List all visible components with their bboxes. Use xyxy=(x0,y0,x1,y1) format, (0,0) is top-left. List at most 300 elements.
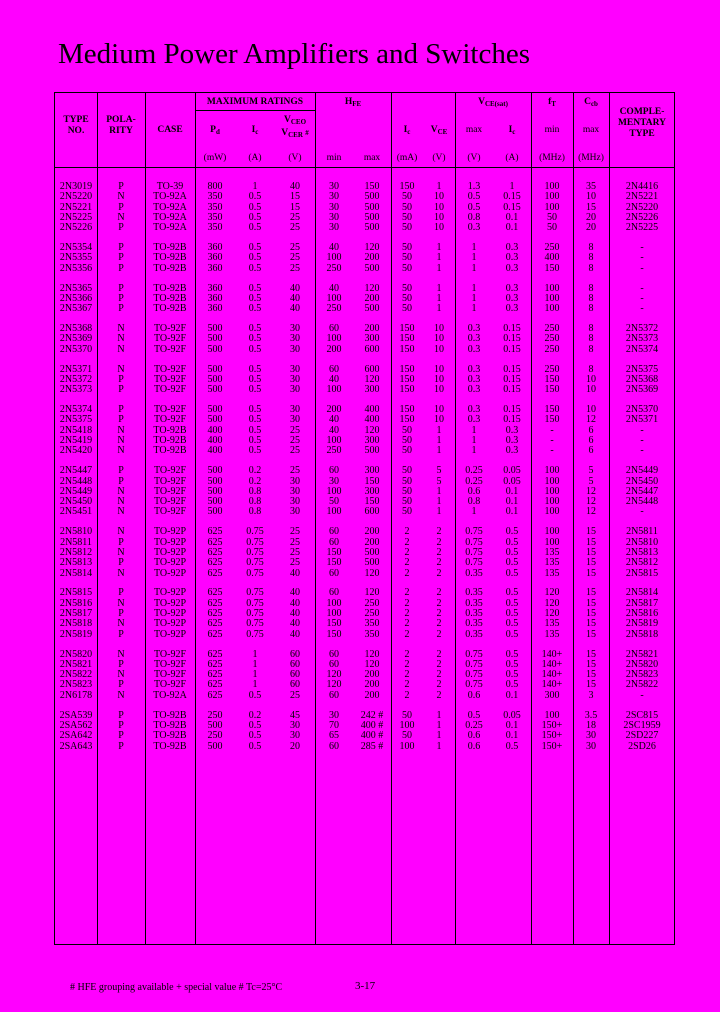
table-cell: 625 xyxy=(207,658,223,670)
table-cell: 250 xyxy=(364,597,380,609)
table-cell: 10 xyxy=(434,222,444,234)
table-cell: 35 xyxy=(586,181,596,192)
table-cell: TO-92F xyxy=(153,414,187,426)
table-cell: TO-92P xyxy=(153,536,187,548)
table-cell: 2N5367 xyxy=(59,303,93,315)
table-cell: N xyxy=(117,669,125,681)
table-cell: 0.15 xyxy=(503,333,521,345)
table-cell: 0.3 xyxy=(505,242,519,254)
table-cell: 0.3 xyxy=(505,445,519,457)
table-cell: 0.75 xyxy=(246,546,264,558)
table-cell: TO-92P xyxy=(153,618,187,630)
table-cell: P xyxy=(118,373,124,385)
header-ic: $I_c$ xyxy=(251,125,259,136)
table-cell: TO-92P xyxy=(153,567,187,579)
table-cell: N xyxy=(117,343,125,355)
table-cell: - xyxy=(640,435,644,446)
unit-ccb: (MHz) xyxy=(578,153,604,163)
table-cell: 150 xyxy=(326,628,342,640)
table-cell: 15 xyxy=(586,536,596,548)
table-cell: P xyxy=(118,252,124,264)
table-cell: 2 xyxy=(404,546,410,558)
table-cell: 50 xyxy=(402,506,412,518)
table-cell: 0.1 xyxy=(505,485,519,497)
table-cell: 2N5816 xyxy=(59,597,93,609)
unit-pd: (mW) xyxy=(203,153,227,163)
table-cell: 12 xyxy=(586,485,596,497)
table-cell: 2 xyxy=(404,648,410,660)
table-cell: N xyxy=(117,485,125,497)
table-cell: - xyxy=(550,435,554,446)
table-cell: P xyxy=(118,222,124,234)
header-pd: $P_d$ xyxy=(210,125,220,136)
table-cell: TO-92B xyxy=(153,435,187,446)
table-cell: 15 xyxy=(586,587,596,599)
table-cell: 30 xyxy=(329,211,339,223)
table-cell: P xyxy=(118,557,124,569)
table-cell: 100 xyxy=(544,181,560,192)
table-cell: 1 xyxy=(471,282,477,294)
table-cell: 2 xyxy=(436,597,442,609)
table-cell: 2 xyxy=(436,679,442,691)
table-cell: 0.75 xyxy=(246,597,264,609)
table-cell: P xyxy=(118,587,124,599)
table-cell: 50 xyxy=(402,222,412,234)
table-cell: 2SC1959 xyxy=(623,719,661,731)
table-cell: 65 xyxy=(329,730,339,742)
table-cell: TO-92A xyxy=(153,201,187,213)
table-cell: 8 xyxy=(588,343,594,355)
page-number: 3-17 xyxy=(355,980,376,992)
table-cell: 2N5225 xyxy=(59,211,93,223)
table-cell: 2 xyxy=(436,669,442,681)
table-cell: 15 xyxy=(586,648,596,660)
table-cell: N xyxy=(117,496,125,508)
table-cell: 1 xyxy=(252,658,258,670)
table-cell: 200 xyxy=(364,669,380,681)
table-cell: 60 xyxy=(329,740,339,752)
table-cell: 150 xyxy=(326,557,342,569)
table-cell: 120 xyxy=(544,597,560,609)
table-cell: 12 xyxy=(586,414,596,426)
table-cell: 50 xyxy=(402,485,412,497)
table-cell: 2N5448 xyxy=(625,496,659,508)
table-cell: 40 xyxy=(290,303,300,315)
table-cell: 2N5221 xyxy=(59,201,93,213)
table-cell: TO-92P xyxy=(153,608,187,619)
table-cell: 135 xyxy=(544,628,560,640)
table-cell: 60 xyxy=(290,658,300,670)
table-cell: - xyxy=(640,282,644,294)
table-cell: 2N5447 xyxy=(625,485,659,497)
table-cell: 0.5 xyxy=(505,526,519,538)
table-cell: 2N5371 xyxy=(625,414,659,426)
table-cell: P xyxy=(118,292,124,304)
table-cell: TO-92B xyxy=(153,292,187,304)
table-cell: 200 xyxy=(364,679,380,691)
table-cell: 40 xyxy=(329,242,339,254)
table-cell: 2N5375 xyxy=(59,414,93,426)
table-cell: 10 xyxy=(434,211,444,223)
table-cell: 50 xyxy=(402,496,412,508)
table-cell: 0.8 xyxy=(248,506,262,518)
table-cell: 0.3 xyxy=(467,323,481,335)
table-cell: 120 xyxy=(544,587,560,599)
unit-vceo: (V) xyxy=(288,153,302,163)
unit-sat-ic: (A) xyxy=(505,153,519,163)
table-cell: 100 xyxy=(544,506,560,518)
table-cell: TO-92F xyxy=(153,648,187,660)
table-cell: 0.75 xyxy=(246,608,264,619)
table-cell: 40 xyxy=(290,292,300,304)
table-cell: 0.15 xyxy=(503,201,521,213)
table-cell: 2N5354 xyxy=(59,242,93,254)
table-cell: 100 xyxy=(326,292,342,304)
table-cell: 500 xyxy=(364,303,380,315)
table-cell: 1 xyxy=(471,242,477,254)
table-cell: 0.5 xyxy=(505,608,519,619)
table-cell: 25 xyxy=(290,424,300,436)
table-cell: N xyxy=(117,424,125,436)
table-cell: 0.35 xyxy=(465,608,483,619)
table-cell: 8 xyxy=(588,363,594,375)
table-cell: 2N5372 xyxy=(625,323,659,335)
table-cell: 25 xyxy=(290,211,300,223)
table-cell: 242 # xyxy=(360,709,384,721)
table-cell: 50 xyxy=(402,424,412,436)
table-cell: 360 xyxy=(207,252,223,264)
table-cell: 0.5 xyxy=(505,597,519,609)
table-cell: 10 xyxy=(434,373,444,385)
table-cell: 40 xyxy=(290,618,300,630)
table-cell: P xyxy=(118,628,124,640)
table-cell: 0.1 xyxy=(505,730,519,742)
table-cell: 120 xyxy=(326,679,342,691)
table-cell: 1 xyxy=(252,648,258,660)
table-cell: 500 xyxy=(364,445,380,457)
table-cell: 0.5 xyxy=(248,242,262,254)
table-cell: 150 xyxy=(544,373,560,385)
table-cell: 10 xyxy=(586,373,596,385)
table-cell: 2N5815 xyxy=(59,587,93,599)
table-cell: 25 xyxy=(290,536,300,548)
table-cell: TO-92F xyxy=(153,506,187,518)
table-cell: 0.5 xyxy=(248,303,262,315)
table-cell: 2 xyxy=(436,546,442,558)
table-cell: 120 xyxy=(364,587,380,599)
table-cell: 2N5420 xyxy=(59,445,93,457)
table-cell: 350 xyxy=(364,628,380,640)
table-cell: TO-92B xyxy=(153,303,187,315)
table-cell: N xyxy=(117,597,125,609)
table-cell: 625 xyxy=(207,557,223,569)
table-cell: 15 xyxy=(586,201,596,213)
table-cell: 0.5 xyxy=(505,740,519,752)
table-cell: 400 xyxy=(364,404,380,416)
table-cell: 400 xyxy=(207,424,223,436)
table-cell: 600 xyxy=(364,343,380,355)
table-cell: 40 xyxy=(329,373,339,385)
table-cell: 0.3 xyxy=(467,414,481,426)
table-cell: 625 xyxy=(207,669,223,681)
table-cell: 360 xyxy=(207,292,223,304)
table-cell: 25 xyxy=(290,689,300,701)
table-cell: 200 xyxy=(364,536,380,548)
table-cell: P xyxy=(118,709,124,721)
table-cell: 50 xyxy=(402,211,412,223)
table-cell: 50 xyxy=(402,282,412,294)
table-cell: 15 xyxy=(586,597,596,609)
page-title: Medium Power Amplifiers and Switches xyxy=(58,38,531,70)
table-cell: TO-92P xyxy=(153,526,187,538)
table-cell: P xyxy=(118,475,124,487)
unit-vce: (V) xyxy=(432,153,446,163)
table-cell: 50 xyxy=(402,191,412,203)
table-cell: - xyxy=(550,424,554,436)
table-cell: 30 xyxy=(290,485,300,497)
table-cell: 625 xyxy=(207,689,223,701)
table-cell: 5 xyxy=(588,465,594,477)
table-cell: 300 xyxy=(544,689,560,701)
table-cell: 0.5 xyxy=(248,211,262,223)
table-cell: 500 xyxy=(207,343,223,355)
table-cell: 500 xyxy=(364,222,380,234)
table-cell: 2SD26 xyxy=(628,740,656,752)
table-cell: 1 xyxy=(436,181,442,192)
table-cell: 1 xyxy=(436,709,442,721)
table-cell: 2 xyxy=(404,608,410,619)
table-cell: 0.5 xyxy=(248,373,262,385)
header-hfe-min: min xyxy=(326,153,342,163)
table-cell: 2N5373 xyxy=(625,333,659,345)
table-cell: 0.5 xyxy=(248,730,262,742)
table-cell: P xyxy=(118,536,124,548)
table-cell: 500 xyxy=(207,496,223,508)
table-cell: 15 xyxy=(586,618,596,630)
table-cell: 100 xyxy=(544,465,560,477)
table-cell: 150 xyxy=(544,384,560,396)
table-cell: 2N5816 xyxy=(625,608,659,619)
table-cell: 350 xyxy=(207,201,223,213)
table-cell: 0.15 xyxy=(503,384,521,396)
table-cell: 1 xyxy=(436,730,442,742)
header-ccb: $C_{cb}$ xyxy=(584,97,598,108)
table-cell: 25 xyxy=(290,526,300,538)
header-sat-max: max xyxy=(465,125,483,135)
header-vcesat: $V_{CE(sat)}$ xyxy=(478,97,508,108)
table-cell: 1 xyxy=(509,181,515,192)
table-cell: 2N5368 xyxy=(625,373,659,385)
table-cell: 140+ xyxy=(541,669,563,681)
table-cell: 60 xyxy=(329,648,339,660)
table-cell: TO-92B xyxy=(153,730,187,742)
table-cell: 15 xyxy=(586,658,596,670)
table-cell: 120 xyxy=(364,567,380,579)
table-cell: 0.75 xyxy=(465,526,483,538)
table-cell: 1 xyxy=(471,262,477,274)
table-cell: TO-92F xyxy=(153,373,187,385)
table-cell: 50 xyxy=(547,222,557,234)
table-cell: 18 xyxy=(586,719,596,731)
table-cell: 25 xyxy=(290,242,300,254)
table-cell: 2N5355 xyxy=(59,252,93,264)
table-cell: 1.3 xyxy=(467,181,481,192)
table-cell: P xyxy=(118,242,124,254)
table-cell: 50 xyxy=(402,252,412,264)
table-cell: 2 xyxy=(436,557,442,569)
table-cell: 2N5823 xyxy=(59,679,93,691)
table-cell: 150 xyxy=(544,262,560,274)
table-cell: TO-92F xyxy=(153,658,187,670)
table-cell: TO-92B xyxy=(153,242,187,254)
table-cell: 150 xyxy=(326,618,342,630)
table-cell: 45 xyxy=(290,709,300,721)
table-cell: 2 xyxy=(404,669,410,681)
table-cell: 2N5451 xyxy=(59,506,93,518)
table-cell: 0.5 xyxy=(248,689,262,701)
table-cell: 40 xyxy=(290,628,300,640)
table-cell: 30 xyxy=(290,496,300,508)
table-cell: 2N5817 xyxy=(59,608,93,619)
table-cell: 2SC815 xyxy=(625,709,659,721)
table-cell: 60 xyxy=(290,648,300,660)
table-cell: N xyxy=(117,506,125,518)
table-cell: 2N5813 xyxy=(625,546,659,558)
table-cell: TO-92P xyxy=(153,628,187,640)
table-cell: 30 xyxy=(290,333,300,345)
table-cell: 0.35 xyxy=(465,587,483,599)
table-cell: TO-92B xyxy=(153,740,187,752)
table-cell: 500 xyxy=(207,363,223,375)
table-cell: 0.15 xyxy=(503,404,521,416)
table-cell: N xyxy=(117,323,125,335)
table-cell: 2N5369 xyxy=(59,333,93,345)
footnote: # HFE grouping available + special value # Tc=25°C xyxy=(70,982,283,993)
table-cell: 300 xyxy=(364,485,380,497)
header-case: CASE xyxy=(157,125,183,135)
table-cell: 70 xyxy=(329,719,339,731)
table-cell: 0.15 xyxy=(503,414,521,426)
table-cell: 120 xyxy=(364,242,380,254)
table-cell: P xyxy=(118,658,124,670)
table-cell: 0.05 xyxy=(503,709,521,721)
table-cell: 2N5819 xyxy=(59,628,93,640)
table-cell: N xyxy=(117,191,125,203)
header-sat-ic: $I_c$ xyxy=(508,125,516,136)
table-cell: 25 xyxy=(290,546,300,558)
table-cell: TO-92F xyxy=(153,485,187,497)
table-cell: 0.3 xyxy=(467,363,481,375)
table-cell: 2SA642 xyxy=(59,730,93,742)
table-cell: 500 xyxy=(207,384,223,396)
table-cell: 2N5370 xyxy=(625,404,659,416)
table-cell: 40 xyxy=(290,587,300,599)
table-cell: 400 xyxy=(544,252,560,264)
table-cell: 135 xyxy=(544,567,560,579)
table-cell: 30 xyxy=(329,201,339,213)
table-cell: 0.3 xyxy=(467,404,481,416)
table-cell: 100 xyxy=(326,252,342,264)
table-cell: 2N5821 xyxy=(59,658,93,670)
table-cell: 50 xyxy=(402,709,412,721)
table-cell: 200 xyxy=(326,343,342,355)
table-cell: 2 xyxy=(436,658,442,670)
table-cell: 15 xyxy=(290,191,300,203)
table-cell: 2 xyxy=(404,689,410,701)
table-cell: 400 xyxy=(207,445,223,457)
table-cell: 2N5815 xyxy=(625,567,659,579)
table-cell: 0.75 xyxy=(465,648,483,660)
table-cell: 3.5 xyxy=(584,709,598,721)
table-cell: 120 xyxy=(364,424,380,436)
table-cell: 0.75 xyxy=(465,669,483,681)
table-cell: N xyxy=(117,546,125,558)
table-cell: TO-92B xyxy=(153,719,187,731)
table-cell: 625 xyxy=(207,567,223,579)
table-cell: - xyxy=(640,242,644,254)
table-cell: TO-92A xyxy=(153,191,187,203)
table-cell: 0.35 xyxy=(465,618,483,630)
header-hfe-max: max xyxy=(363,153,381,163)
table-cell: N xyxy=(117,211,125,223)
table-cell: 500 xyxy=(207,333,223,345)
table-cell: 500 xyxy=(207,719,223,731)
table-cell: 50 xyxy=(402,465,412,477)
table-cell: 10 xyxy=(434,343,444,355)
table-cell: 500 xyxy=(207,414,223,426)
table-cell: 2N5371 xyxy=(59,363,93,375)
table-cell: 500 xyxy=(207,373,223,385)
table-cell: 0.5 xyxy=(505,628,519,640)
table-cell: 10 xyxy=(434,201,444,213)
table-cell: 0.1 xyxy=(505,689,519,701)
table-cell: 15 xyxy=(586,679,596,691)
table-cell: 30 xyxy=(290,404,300,416)
table-cell: 2 xyxy=(436,628,442,640)
table-cell: 20 xyxy=(586,222,596,234)
table-cell: 100 xyxy=(544,191,560,203)
table-cell: N xyxy=(117,333,125,345)
table-cell: 625 xyxy=(207,546,223,558)
table-cell: 500 xyxy=(364,546,380,558)
table-cell: 100 xyxy=(544,496,560,508)
table-cell: 625 xyxy=(207,648,223,660)
table-cell: 50 xyxy=(402,262,412,274)
table-cell: 625 xyxy=(207,628,223,640)
table-cell: 2N5220 xyxy=(59,191,93,203)
header-ft-min: min xyxy=(544,125,560,135)
table-cell: TO-92F xyxy=(153,465,187,477)
table-cell: 0.1 xyxy=(505,506,519,518)
table-cell: 500 xyxy=(207,465,223,477)
table-cell: TO-92B xyxy=(153,709,187,721)
table-cell: 2N5822 xyxy=(59,669,93,681)
table-cell: TO-92F xyxy=(153,363,187,375)
table-cell: 0.5 xyxy=(467,191,481,203)
table-cell: 150 xyxy=(399,404,415,416)
table-cell: 250 xyxy=(207,730,223,742)
table-cell: 0.5 xyxy=(248,384,262,396)
table-cell: 100 xyxy=(544,201,560,213)
table-cell: 8 xyxy=(588,333,594,345)
table-cell: 5 xyxy=(436,465,442,477)
table-cell: 0.15 xyxy=(503,323,521,335)
table-cell: 100 xyxy=(544,475,560,487)
table-cell: 60 xyxy=(329,536,339,548)
table-cell: TO-92P xyxy=(153,587,187,599)
table-cell: 0.5 xyxy=(248,333,262,345)
table-cell: 0.5 xyxy=(248,222,262,234)
